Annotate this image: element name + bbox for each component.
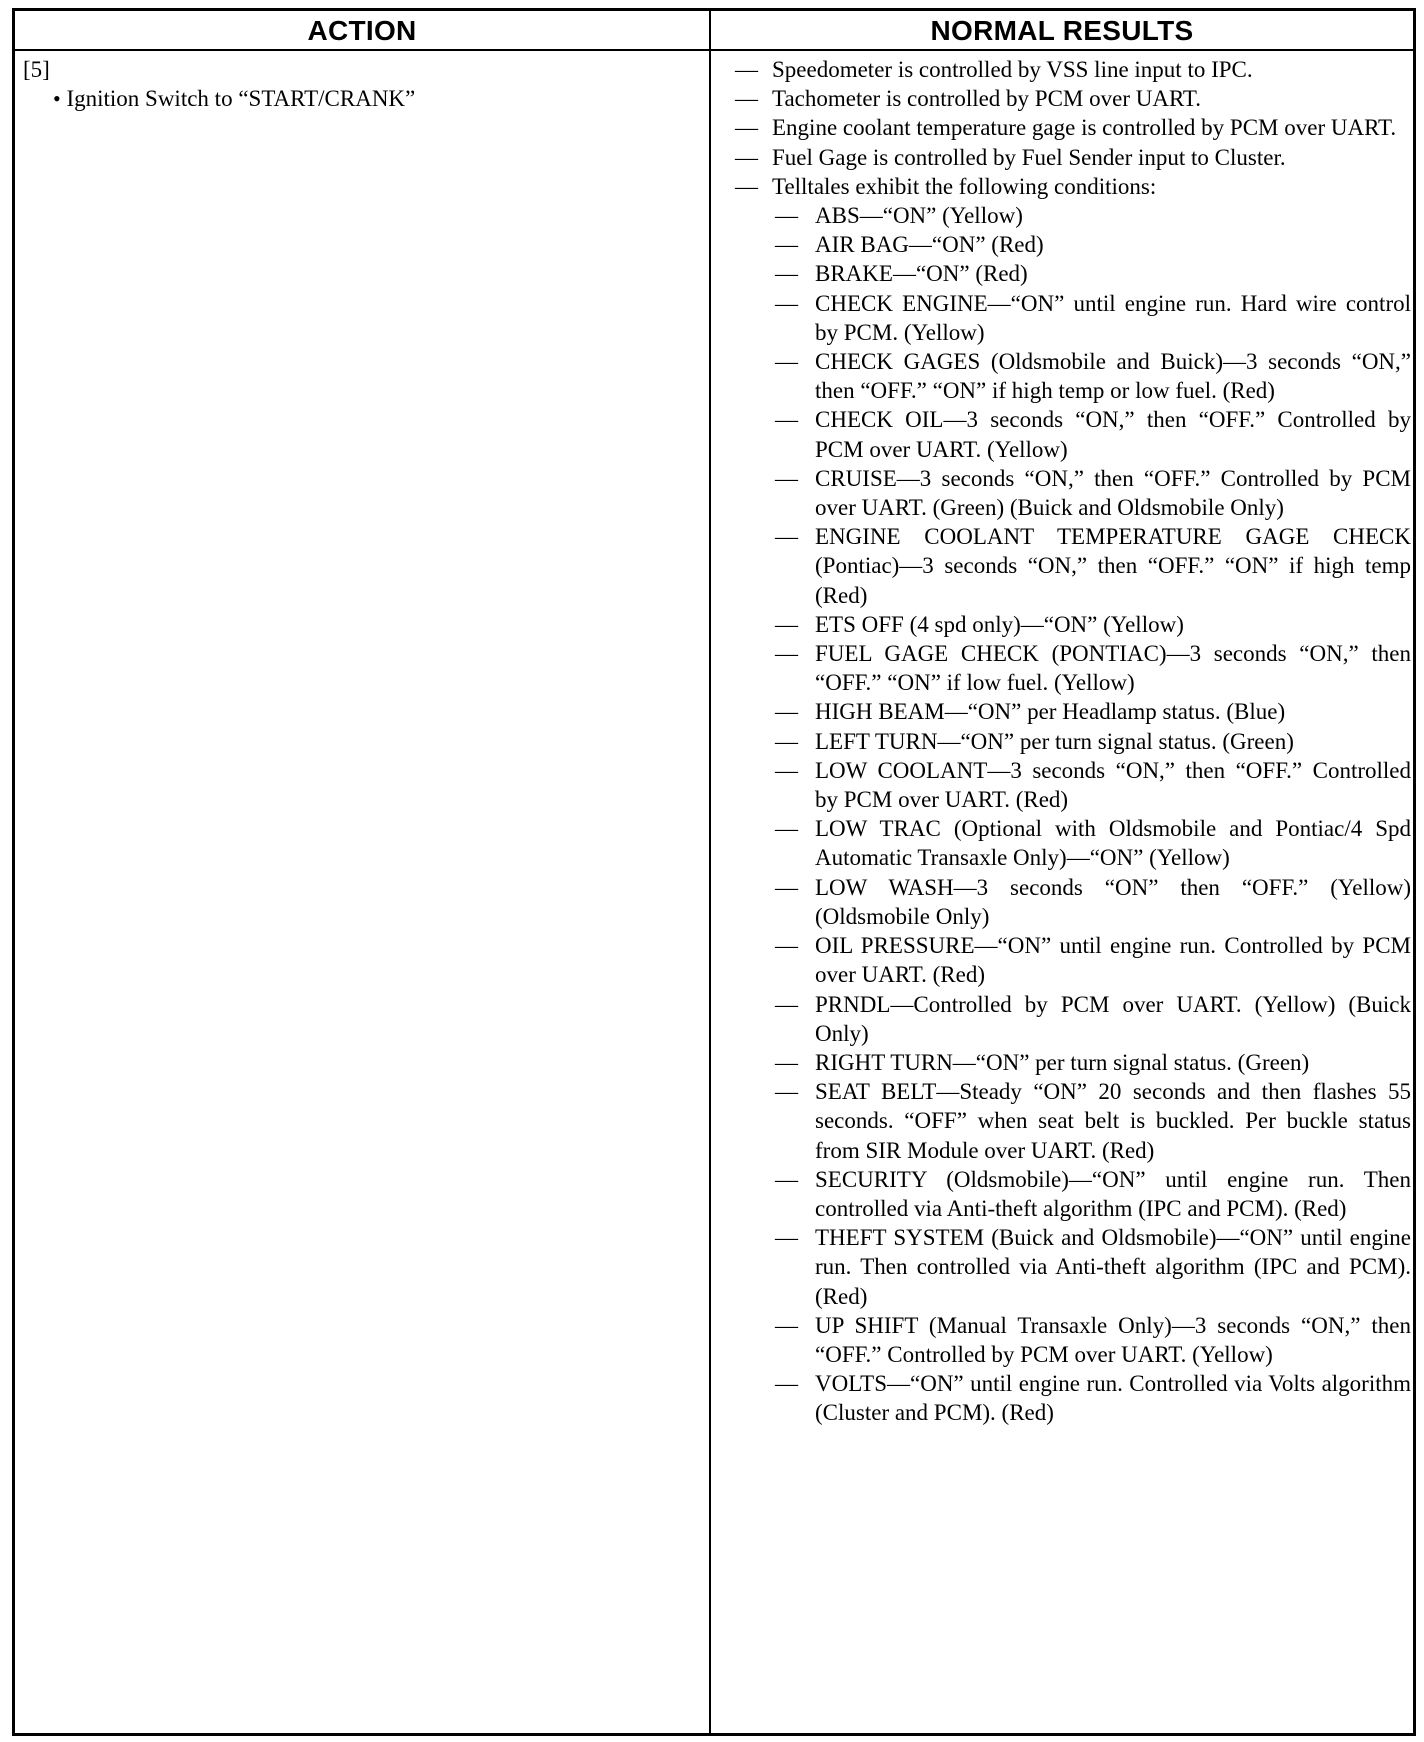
dash-marker: — [775,261,798,287]
dash-marker: — [775,611,798,637]
dash-marker: — [775,290,798,316]
telltale-text: LEFT TURN—“ON” per turn signal status. (Green) [815,728,1294,754]
telltale-text: OIL PRESSURE—“ON” until engine run. Controlled by PCM over UART. (Red) [815,933,1411,988]
action-cell [23,55,703,113]
telltale-item [735,931,1411,989]
telltale-item [735,1048,1411,1077]
telltale-text: UP SHIFT (Manual Transaxle Only)—3 seconds “ON,” then “OFF.” Controlled by PCM over UART. (Yellow) [815,1312,1411,1367]
dash-marker: — [735,115,758,141]
telltale-item [735,1165,1411,1223]
procedure-table [12,8,1416,1736]
dash-marker: — [775,1049,798,1075]
telltale-item [735,230,1411,259]
telltale-item [735,405,1411,463]
normal-results-column-header: NORMAL RESULTS [930,15,1194,46]
dash-marker: — [775,349,798,375]
dash-marker: — [735,57,758,82]
result-item-text: Fuel Gage is controlled by Fuel Sender input to Cluster. [772,144,1286,170]
dash-marker: — [775,1312,798,1338]
dash-marker: — [775,407,798,433]
telltale-text: SECURITY (Oldsmobile)—“ON” until engine run. Then controlled via Anti-theft algorithm (IPC and PCM). (Red) [815,1166,1411,1221]
telltale-text: CHECK ENGINE—“ON” until engine run. Hard wire control by PCM. (Yellow) [815,290,1411,345]
dash-marker: — [775,816,798,842]
telltale-item [735,1077,1411,1165]
dash-marker: — [775,874,798,900]
telltale-text: ETS OFF (4 spd only)—“ON” (Yellow) [815,611,1184,637]
result-item [735,84,1411,113]
telltale-text: AIR BAG—“ON” (Red) [815,232,1044,258]
action-instruction-item [23,84,703,113]
telltale-text: CRUISE—3 seconds “ON,” then “OFF.” Controlled by PCM over UART. (Green) (Buick and Oldsmobile Only) [815,465,1411,521]
result-item [735,113,1411,142]
result-item [735,55,1411,84]
telltale-text: ENGINE COOLANT TEMPERATURE GAGE CHECK (Pontiac)—3 seconds “ON,” then “OFF.” “ON” if high temp (Red) [815,524,1411,608]
telltale-text: RIGHT TURN—“ON” per turn signal status. (Green) [815,1049,1310,1075]
dash-marker: — [775,465,798,491]
telltale-text: HIGH BEAM—“ON” per Headlamp status. (Blue) [815,699,1286,725]
telltale-item [735,464,1411,522]
telltale-text: CHECK GAGES (Oldsmobile and Buick)—3 seconds “ON,” then “OFF.” “ON” if high temp or low fuel. (Red) [815,349,1411,404]
step-number: [5] [23,57,50,82]
dash-marker: — [775,991,798,1017]
telltale-text: LOW TRAC (Optional with Oldsmobile and Pontiac/4 Spd Automatic Transaxle Only)—“ON” (Yellow) [815,816,1411,871]
telltale-item [735,1369,1411,1427]
telltale-text: THEFT SYSTEM (Buick and Oldsmobile)—“ON” until engine run. Then controlled via Anti-theft algorithm (IPC and PCM). (Red) [815,1225,1411,1309]
telltale-item [735,289,1411,347]
table-header-row [15,11,1413,51]
telltale-item [735,259,1411,288]
result-item-text: Speedometer is controlled by VSS line input to IPC. [772,57,1253,82]
telltale-text: LOW COOLANT—3 seconds “ON,” then “OFF.” Controlled by PCM over UART. (Red) [815,757,1411,813]
result-item [735,143,1411,172]
action-column-header: ACTION [307,15,417,46]
dash-marker: — [775,699,798,725]
result-item-text: Tachometer is controlled by PCM over UART. [772,86,1202,112]
telltale-text: SEAT BELT—Steady “ON” 20 seconds and then flashes 55 seconds. “OFF” when seat belt is buckled. Per buckle status from SIR Module over UART. (Red) [815,1079,1411,1163]
telltale-item [735,347,1411,405]
dash-marker: — [775,1166,798,1192]
dash-marker: — [775,933,798,959]
telltale-item [735,1223,1411,1311]
telltale-text: VOLTS—“ON” until engine run. Controlled via Volts algorithm (Cluster and PCM). (Red) [815,1371,1411,1426]
telltale-text: PRNDL—Controlled by PCM over UART. (Yellow) (Buick Only) [815,991,1411,1046]
telltale-item [735,201,1411,230]
telltale-text: LOW WASH—3 seconds “ON” then “OFF.” (Yellow) (Oldsmobile Only) [815,874,1411,929]
normal-results-cell [735,55,1411,1428]
dash-marker: — [775,1079,798,1105]
telltale-item [735,727,1411,756]
telltale-item [735,814,1411,872]
dash-marker: — [775,1225,798,1251]
dash-marker: — [775,757,798,783]
result-item-text: Engine coolant temperature gage is controlled by PCM over UART. [772,115,1397,141]
telltale-text: ABS—“ON” (Yellow) [815,203,1023,229]
dash-marker: — [735,144,758,170]
dash-marker: — [775,203,798,229]
dash-marker: — [775,524,798,550]
dash-marker: — [735,173,758,199]
telltale-item [735,990,1411,1048]
dash-marker: — [775,641,798,667]
action-instruction-text: Ignition Switch to “START/CRANK” [66,86,416,111]
telltale-item [735,1311,1411,1369]
column-divider [709,11,711,1733]
telltale-item [735,756,1411,814]
telltale-text: CHECK OIL—3 seconds “ON,” then “OFF.” Controlled by PCM over UART. (Yellow) [815,407,1411,462]
dash-marker: — [775,728,798,754]
telltale-item [735,873,1411,931]
dash-marker: — [775,232,798,258]
dash-marker: — [735,86,758,112]
telltale-item [735,522,1411,610]
result-item-text: Telltales exhibit the following conditions: [772,173,1157,199]
telltale-text: BRAKE—“ON” (Red) [815,261,1028,287]
dash-marker: — [775,1371,798,1397]
result-item [735,172,1411,201]
telltale-item [735,610,1411,639]
telltale-item [735,639,1411,697]
bullet-icon: • [53,86,61,111]
telltale-item [735,697,1411,726]
telltale-text: FUEL GAGE CHECK (PONTIAC)—3 seconds “ON,” then “OFF.” “ON” if low fuel. (Yellow) [815,641,1411,696]
